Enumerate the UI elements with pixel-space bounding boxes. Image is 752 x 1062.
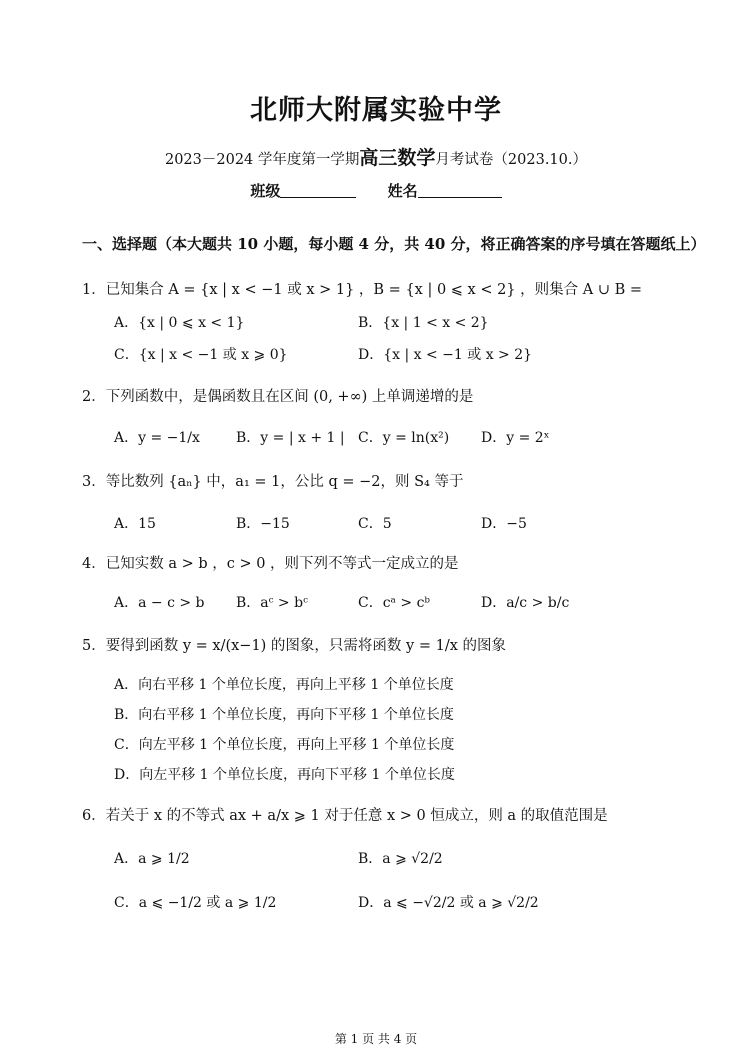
- question-6-option-d: D．a ⩽ −√2/2 或 a ⩾ √2/2: [358, 895, 539, 911]
- question-3-option-c: C．5: [358, 516, 392, 532]
- question-3-option-b: B．−15: [236, 516, 290, 532]
- question-3-stem: 3．等比数列 {aₙ} 中，a₁ = 1，公比 q = −2，则 S₄ 等于: [82, 474, 464, 490]
- question-4-stem: 4．已知实数 a > b ，c > 0 ，则下列不等式一定成立的是: [82, 556, 459, 572]
- question-2-stem: 2．下列函数中，是偶函数且在区间 (0, +∞) 上单调递增的是: [82, 389, 474, 405]
- class-blank: [280, 182, 356, 198]
- question-5-option-a: A．向右平移 1 个单位长度，再向上平移 1 个单位长度: [114, 677, 454, 693]
- student-info-line: [0, 180, 752, 201]
- question-5-option-b: B．向右平移 1 个单位长度，再向下平移 1 个单位长度: [114, 707, 454, 723]
- question-4-option-a: A．a − c > b: [114, 595, 205, 611]
- subtitle-suffix: 月考试卷（2023.10.）: [435, 152, 587, 168]
- question-1-stem: 1．已知集合 A = {x | x < −1 或 x > 1} ，B = {x | 0 ⩽ x < 2} ，则集合 A ∪ B =: [82, 282, 643, 298]
- question-1-option-b: B．{x | 1 < x < 2}: [358, 315, 489, 331]
- question-4-option-b: B．aᶜ > bᶜ: [236, 595, 308, 611]
- question-4-option-c: C．cᵃ > cᵇ: [358, 595, 431, 611]
- section-heading: 一、选择题（本大题共 10 小题，每小题 4 分，共 40 分，将正确答案的序号填在答题纸上）: [82, 235, 706, 253]
- question-2-option-c: C．y = ln(x²): [358, 430, 450, 446]
- question-6-stem: 6．若关于 x 的不等式 ax + a/x ⩾ 1 对于任意 x > 0 恒成立，则 a 的取值范围是: [82, 808, 608, 824]
- question-5-option-c: C．向左平移 1 个单位长度，再向上平移 1 个单位长度: [114, 737, 455, 753]
- question-3-option-d: D．−5: [481, 516, 527, 532]
- question-3-option-a: A．15: [114, 516, 156, 532]
- exam-school-title: 北师大附属实验中学: [250, 95, 502, 126]
- question-1-option-a: A．{x | 0 ⩽ x < 1}: [114, 315, 245, 331]
- question-5-option-d: D．向左平移 1 个单位长度，再向下平移 1 个单位长度: [114, 767, 455, 783]
- exam-subtitle: [0, 143, 752, 170]
- question-6-option-b: B．a ⩾ √2/2: [358, 851, 443, 867]
- question-4-option-d: D．a/c > b/c: [481, 595, 570, 611]
- question-6-option-c: C．a ⩽ −1/2 或 a ⩾ 1/2: [114, 895, 277, 911]
- name-blank: [418, 182, 502, 198]
- question-2-option-d: D．y = 2ˣ: [481, 430, 550, 446]
- question-1-option-c: C．{x | x < −1 或 x ⩾ 0}: [114, 347, 288, 363]
- question-1-option-d: D．{x | x < −1 或 x > 2}: [358, 347, 533, 363]
- class-label: 班级: [250, 182, 281, 200]
- subtitle-subject: 高三数学: [359, 147, 436, 169]
- question-6-option-a: A．a ⩾ 1/2: [114, 851, 190, 867]
- question-2-option-b: B．y = | x + 1 |: [236, 430, 345, 446]
- subtitle-prefix: 2023－2024 学年度第一学期: [164, 152, 360, 168]
- page-footer: 第 1 页 共 4 页: [334, 1032, 418, 1046]
- name-label: 姓名: [387, 182, 418, 200]
- question-5-stem: 5．要得到函数 y = x/(x−1) 的图象，只需将函数 y = 1/x 的图象: [82, 638, 506, 654]
- question-2-option-a: A．y = −1/x: [114, 430, 200, 446]
